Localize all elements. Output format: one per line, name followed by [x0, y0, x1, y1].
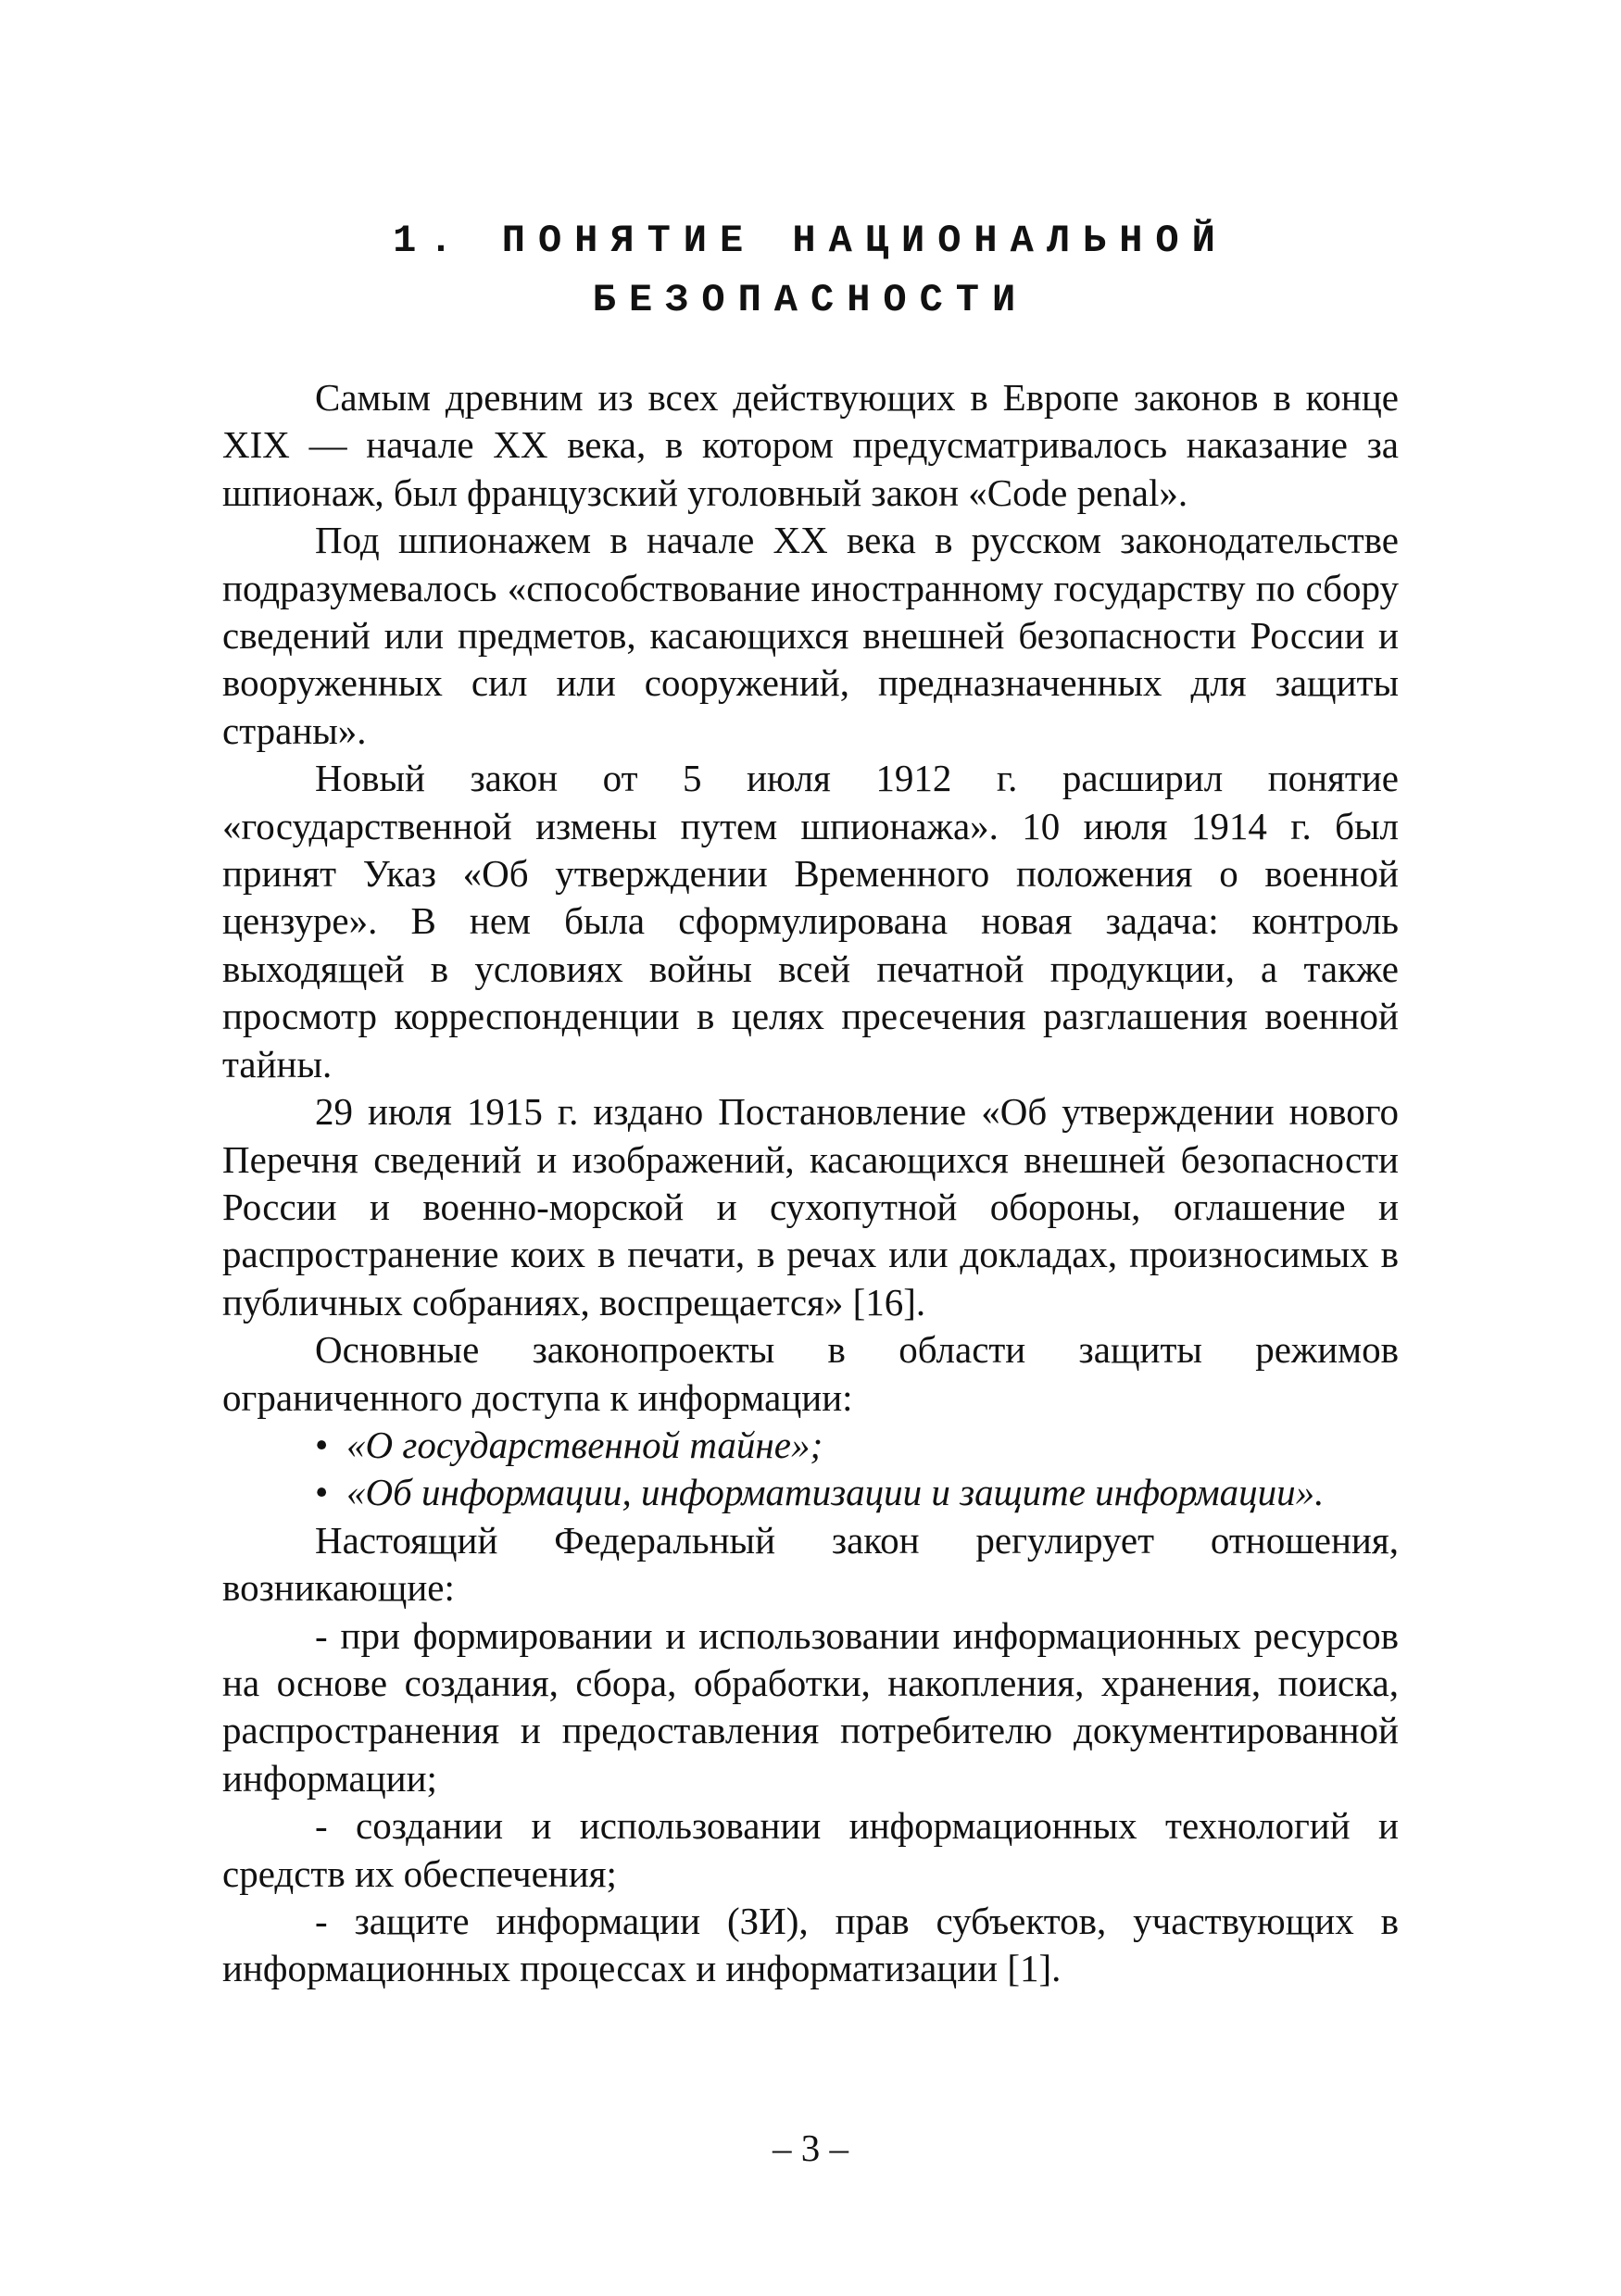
- paragraph-espionage-definition: Под шпионажем в начале XX века в русском законодательстве подразумевалось «способствование иностранному государству по сбору сведений или предметов, касающихся внешней безопасности России и вооруженных сил или сооружений, предназначенных для защиты страны».: [222, 519, 1399, 752]
- list-item: [222, 1469, 1399, 1516]
- dash-item-technologies: - создании и использовании информационных технологий и средств их обеспечения;: [222, 1804, 1399, 1895]
- section-heading-line-1: 1. ПОНЯТИЕ НАЦИОНАЛЬНОЙ: [393, 219, 1228, 263]
- bullet-icon: •: [315, 1471, 329, 1514]
- dash-item-protection: - защите информации (ЗИ), прав субъектов, участвующих в информационных процессах и информатизации [1].: [222, 1900, 1399, 1990]
- paragraph-code-penal: Самым древним из всех действующих в Европе законов в конце XIX — начале XX века, в котором предусматривалось наказание за шпионаж, был французский уголовный закон «Code penal».: [222, 376, 1399, 514]
- paragraph-law-1912: Новый закон от 5 июля 1912 г. расширил понятие «государственной измены путем шпионажа». 10 июля 1914 г. был принят Указ «Об утверждении Временного положения о военной цензуре». В нем была сформулирована новая задача: контроль выходящей в условиях войны всей печатной продукции, а также просмотр корреспонденции в целях пресечения разглашения военной тайны.: [222, 757, 1399, 1085]
- section-heading-line-2: БЕЗОПАСНОСТИ: [592, 278, 1029, 322]
- paragraph-resolution-1915: 29 июля 1915 г. издано Постановление «Об утверждении нового Перечня сведений и изображений, касающихся внешней безопасности России и военно-морской и сухопутной обороны, оглашение и распространение коих в печати, в речах или докладах, произносимых в публичных собраниях, воспрещается» [16].: [222, 1090, 1399, 1324]
- bills-list: [222, 1422, 1399, 1517]
- bill-state-secret: «О государственной тайне»;: [346, 1423, 823, 1466]
- paragraph-federal-law: Настоящий Федеральный закон регулирует отношения, возникающие:: [222, 1518, 1399, 1610]
- list-item: [222, 1422, 1399, 1469]
- page-number: – 3 –: [773, 2127, 848, 2169]
- paragraph-main-bills: Основные законопроекты в области защиты режимов ограниченного доступа к информации:: [222, 1328, 1399, 1419]
- bullet-icon: •: [315, 1423, 329, 1466]
- dash-item-resources: - при формировании и использовании информационных ресурсов на основе создания, сбора, обработки, накопления, хранения, поиска, распространения и предоставления потребителю документированной информации;: [222, 1613, 1399, 1800]
- section-heading: [222, 211, 1399, 330]
- body-text: [222, 374, 1399, 1993]
- bill-information-protection: «Об информации, информатизации и защите информации».: [346, 1471, 1325, 1514]
